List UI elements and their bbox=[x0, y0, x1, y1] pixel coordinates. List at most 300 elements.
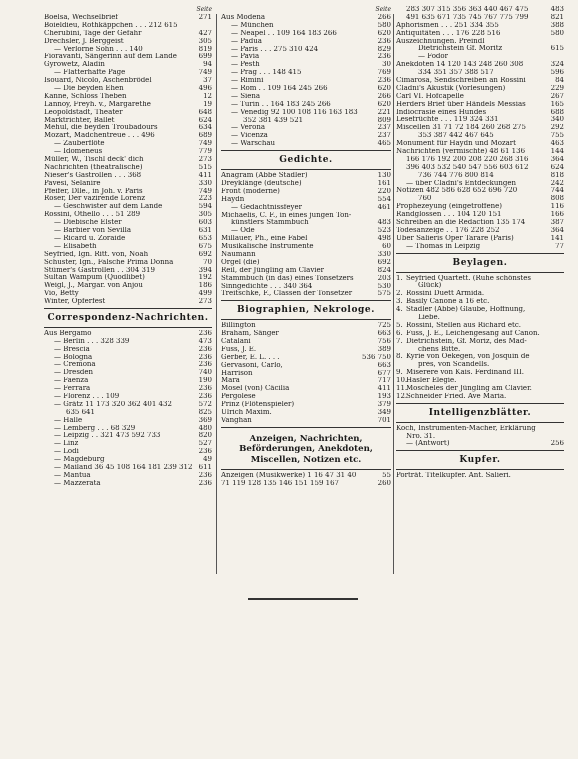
entry-page: 236 bbox=[198, 392, 212, 400]
entry-title: Vio, Betty bbox=[44, 290, 79, 298]
entry-title: Schuster, Ign., Falsche Prima Donna bbox=[44, 258, 174, 266]
entry-page: 236 bbox=[198, 471, 212, 479]
entry-page: 749 bbox=[198, 140, 212, 148]
entry-page: 755 bbox=[550, 132, 564, 140]
entry-title: — Prag . . . 148 415 bbox=[231, 69, 302, 77]
entry-page: 192 bbox=[198, 274, 212, 282]
entry-page: 575 bbox=[377, 290, 391, 298]
index-entry bbox=[221, 401, 391, 409]
entry-title: 71 119 128 135 146 151 159 167 bbox=[221, 480, 340, 488]
entry-title: Todesanzeige . . 176 228 252 bbox=[396, 226, 500, 234]
supplement-entry bbox=[396, 369, 564, 377]
entry-title: Herders Brief über Händels Messias bbox=[396, 100, 526, 108]
entry-page: 677 bbox=[377, 369, 391, 377]
entry-title: 736 744 776 800 814 bbox=[418, 171, 494, 179]
entry-page: 387 bbox=[550, 219, 564, 227]
entry-page: 266 bbox=[377, 92, 391, 100]
index-entry bbox=[44, 425, 212, 433]
index-entry bbox=[44, 211, 212, 219]
entry-page: 653 bbox=[198, 234, 212, 242]
section-heading: Intelligenzblätter. bbox=[428, 407, 532, 418]
entry-page: 220 bbox=[377, 187, 391, 195]
entry-page: 19 bbox=[203, 100, 212, 108]
entry-title: Pergolese bbox=[221, 393, 256, 401]
entry-page: 580 bbox=[550, 29, 564, 37]
entry-page: 829 bbox=[377, 45, 391, 53]
entry-title: Dreyklänge (deutsche) bbox=[221, 179, 302, 187]
entry-title: Gerber, E. L. . . . bbox=[221, 353, 280, 361]
section-divider bbox=[44, 308, 212, 309]
entry-title: Notizen 482 586 628 652 696 720 bbox=[396, 187, 518, 195]
index-entry bbox=[221, 393, 391, 401]
supplement-entry bbox=[396, 330, 564, 338]
entry-page: 266 bbox=[377, 14, 391, 21]
index-entry bbox=[396, 132, 564, 140]
entry-page: 725 bbox=[377, 322, 391, 330]
entry-title: Cherubini, Tage der Gefahr bbox=[44, 29, 142, 37]
index-entry bbox=[44, 440, 212, 448]
index-entry bbox=[221, 212, 391, 220]
index-entry bbox=[44, 251, 212, 259]
entry-page: 94 bbox=[203, 61, 212, 69]
index-entry bbox=[396, 187, 564, 195]
entry-page: 116 bbox=[550, 203, 564, 211]
entry-page: 330 bbox=[198, 179, 212, 187]
entry-title: Monument für Haydn und Mozart bbox=[396, 140, 516, 148]
entry-title: künstlers Stammbuch bbox=[231, 219, 309, 227]
entry-page: 379 bbox=[377, 401, 391, 409]
index-entry bbox=[44, 117, 212, 125]
entry-page: 611 bbox=[198, 464, 212, 471]
index-entry bbox=[44, 93, 212, 101]
index-entry bbox=[221, 377, 391, 385]
section-heading: Anzeigen, Nachrichten, Beförderungen, Anekdoten, Miscellen, Notizen etc. bbox=[239, 433, 373, 465]
entry-page: 701 bbox=[377, 416, 391, 424]
index-entry bbox=[221, 227, 391, 235]
entry-page: 273 bbox=[198, 156, 212, 164]
index-entry bbox=[44, 282, 212, 290]
supplement-number: 11. bbox=[396, 384, 408, 392]
supplement-title: Miserere von Kais. Ferdinand III. bbox=[406, 369, 525, 377]
supplement-number: 5. bbox=[396, 321, 403, 329]
entry-title: Randglossen . . . 104 120 151 bbox=[396, 211, 502, 219]
entry-title: — Brescia bbox=[54, 345, 90, 353]
index-entry bbox=[396, 61, 564, 69]
index-entry bbox=[44, 369, 212, 377]
index-entry bbox=[44, 203, 212, 211]
index-entry bbox=[396, 30, 564, 38]
index-entry bbox=[44, 77, 212, 85]
section-heading: Kupfer. bbox=[459, 455, 501, 466]
entry-title: Gyrowetz, Aladin bbox=[44, 61, 105, 69]
entry-title: — München bbox=[231, 21, 274, 29]
entry-page bbox=[561, 433, 564, 441]
index-entry bbox=[221, 417, 391, 425]
entry-title: Pfeifer, Dlle., in Joh. v. Paris bbox=[44, 187, 143, 195]
entry-title: Kanne, Schloss Theben bbox=[44, 92, 127, 100]
theatre-list bbox=[44, 14, 212, 306]
section-heading: Beylagen. bbox=[452, 257, 508, 268]
section-divider bbox=[221, 427, 391, 428]
entry-title: Stammbuch (in das) eines Tonsetzers bbox=[221, 274, 354, 282]
entry-title: Musikalische Instrumente bbox=[221, 243, 314, 251]
index-entry bbox=[44, 417, 212, 425]
index-entry bbox=[396, 69, 564, 77]
index-entry bbox=[396, 219, 564, 227]
entry-page: 523 bbox=[377, 227, 391, 235]
entry-page: 498 bbox=[377, 235, 391, 243]
index-entry bbox=[44, 148, 212, 156]
index-entry bbox=[221, 30, 391, 38]
entry-title: Seyfried, Ign. Ritt. von, Noah bbox=[44, 250, 149, 258]
index-entry bbox=[396, 45, 564, 53]
index-entry bbox=[44, 267, 212, 275]
entry-page: 144 bbox=[550, 148, 564, 156]
entry-page: 364 bbox=[550, 226, 564, 234]
entry-page: 340 bbox=[550, 116, 564, 124]
entry-title: — Diebische Elster bbox=[54, 219, 122, 227]
entry-title: Indiocrasie eines Hundes bbox=[396, 108, 487, 116]
index-entry bbox=[221, 38, 391, 46]
entry-title: Stümer's Gastrollen . . 304 319 bbox=[44, 266, 155, 274]
entry-page: 305 bbox=[198, 37, 212, 45]
index-entry bbox=[221, 93, 391, 101]
index-entry bbox=[396, 227, 564, 235]
entry-title: Cladni's Akustik (Vorlesungen) bbox=[396, 84, 506, 92]
page-header-label: Seite bbox=[196, 6, 212, 13]
index-entry bbox=[44, 480, 212, 488]
supplement-entry bbox=[396, 282, 564, 290]
entry-page: 388 bbox=[550, 21, 564, 29]
entry-title: Sultan Wampum (Quodlibet) bbox=[44, 274, 145, 282]
section-divider bbox=[396, 253, 564, 254]
biographies-list bbox=[221, 322, 391, 425]
entry-title: — Ricard u. Zoraide bbox=[54, 234, 126, 242]
entry-title: Weigl, J., Margar. von Anjou bbox=[44, 282, 143, 290]
index-entry bbox=[221, 322, 391, 330]
index-entry bbox=[396, 440, 564, 448]
column-divider bbox=[216, 14, 217, 574]
index-entry bbox=[221, 235, 391, 243]
entry-title: — Leipzig . . 321 473 592 733 bbox=[54, 432, 161, 440]
entry-title: 491 635 671 735 745 767 775 799 bbox=[406, 13, 529, 21]
entry-title: — Paris . . . 275 310 424 bbox=[231, 45, 319, 53]
entry-page: 427 bbox=[198, 29, 212, 37]
index-entry bbox=[396, 53, 564, 61]
index-entry bbox=[44, 472, 212, 480]
index-entry bbox=[396, 211, 564, 219]
entry-title: — Elisabeth bbox=[54, 242, 97, 250]
entry-title: Leopoldstadt, Theater bbox=[44, 108, 123, 116]
entry-page: 389 bbox=[377, 345, 391, 353]
entry-page: 165 bbox=[550, 100, 564, 108]
entry-title: Ulrich Maxim. bbox=[221, 409, 272, 416]
entry-title: 635 641 bbox=[66, 408, 95, 416]
index-entry bbox=[44, 38, 212, 46]
entry-page: 236 bbox=[198, 353, 212, 361]
entry-page: 223 bbox=[198, 195, 212, 203]
entry-page: 236 bbox=[198, 361, 212, 369]
supplement-title: Dietrichstein, Gf. Moriz, des Mad- bbox=[406, 337, 527, 345]
entry-title: 166 176 192 200 208 220 268 316 bbox=[406, 155, 529, 163]
index-entry bbox=[221, 330, 391, 338]
entry-title: Nachrichten (theatralische) bbox=[44, 163, 143, 171]
index-entry bbox=[396, 243, 564, 251]
entry-page: 394 bbox=[198, 266, 212, 274]
entry-title: Aus Modena bbox=[221, 14, 266, 21]
entry-page: 499 bbox=[198, 290, 212, 298]
entry-page: 624 bbox=[550, 163, 564, 171]
entry-title: Auszeichnungen. Preindl bbox=[396, 37, 485, 45]
entry-page: 527 bbox=[198, 440, 212, 448]
entry-title: — Faenza bbox=[54, 377, 89, 385]
entry-title: — Padua bbox=[231, 37, 262, 45]
entry-title: — Flatterhafte Page bbox=[54, 69, 126, 77]
index-column-2 bbox=[221, 6, 391, 488]
index-entry bbox=[396, 116, 564, 124]
entry-page: 620 bbox=[377, 85, 391, 93]
index-entry bbox=[396, 148, 564, 156]
index-entry bbox=[44, 195, 212, 203]
entry-title: — Geschwister auf dem Lande bbox=[54, 203, 163, 211]
index-entry bbox=[44, 109, 212, 117]
index-entry bbox=[44, 338, 212, 346]
supplement-entry bbox=[396, 314, 564, 322]
entry-title: — Lodi bbox=[54, 448, 79, 456]
index-entry bbox=[221, 101, 391, 109]
entry-page: 596 bbox=[550, 69, 564, 77]
index-entry bbox=[221, 243, 391, 251]
entry-page bbox=[561, 425, 564, 433]
supplement-number: 7. bbox=[396, 337, 403, 345]
index-entry bbox=[221, 219, 391, 227]
index-entry bbox=[396, 425, 564, 433]
entry-page: 821 bbox=[550, 13, 564, 21]
section-heading: Gedichte. bbox=[279, 155, 333, 166]
index-entry bbox=[221, 69, 391, 77]
entry-page: 648 bbox=[198, 108, 212, 116]
entry-page: 292 bbox=[550, 124, 564, 132]
entry-title: Lannoy, Freyh. v., Margarethe bbox=[44, 100, 151, 108]
entry-page: 236 bbox=[377, 53, 391, 61]
entry-page: 620 bbox=[377, 29, 391, 37]
entry-title: Millauer, Ph., eine Fabel bbox=[221, 235, 308, 243]
column-divider bbox=[393, 14, 394, 574]
entry-title: — Zauberflöte bbox=[54, 140, 105, 148]
index-entry bbox=[44, 188, 212, 196]
supplement-entry bbox=[396, 353, 564, 361]
entry-page: 166 bbox=[550, 211, 564, 219]
supplement-number: 8. bbox=[396, 353, 403, 361]
index-entry bbox=[44, 456, 212, 464]
entry-title: Anekdoten 14 120 143 248 260 308 bbox=[396, 61, 524, 69]
entry-title: — Lemberg . . . 68 329 bbox=[54, 424, 136, 432]
entry-page: 236 bbox=[377, 37, 391, 45]
entry-page: 193 bbox=[377, 393, 391, 401]
entry-title: Müller, W., Tischl deck' dich bbox=[44, 156, 144, 164]
index-entry bbox=[44, 354, 212, 362]
announcements-list bbox=[221, 472, 391, 488]
entry-page bbox=[209, 22, 212, 30]
index-entry bbox=[396, 203, 564, 211]
entry-page: 461 bbox=[377, 203, 391, 211]
entry-page: 242 bbox=[550, 179, 564, 187]
entry-title: Naumann bbox=[221, 250, 256, 258]
supplement-entry bbox=[396, 275, 564, 283]
index-entry bbox=[44, 172, 212, 180]
intelligence-list bbox=[396, 425, 564, 449]
entry-title: Vanghan bbox=[221, 416, 252, 424]
index-entry bbox=[221, 124, 391, 132]
supplement-title: Moscheles der Jüngling am Clavier. bbox=[406, 384, 532, 392]
supplement-title: Seyfried Quartett. (Ruhe schönstes bbox=[406, 274, 531, 282]
entry-page: 84 bbox=[555, 77, 564, 85]
index-entry bbox=[221, 354, 391, 362]
entry-title: — Florenz . . . 109 bbox=[54, 392, 120, 400]
index-entry bbox=[221, 409, 391, 417]
entry-page: 260 bbox=[377, 480, 391, 488]
entry-title: Michaelis, C. F., in eines jungen Ton- bbox=[221, 211, 352, 219]
entry-title: — Neapel . . 109 164 183 266 bbox=[231, 29, 337, 37]
index-entry bbox=[396, 85, 564, 93]
index-entry bbox=[44, 156, 212, 164]
entry-title: Cimarosa, Sendschreiben an Rossini bbox=[396, 77, 526, 85]
index-entry bbox=[396, 180, 564, 188]
entry-page: 580 bbox=[377, 21, 391, 29]
entry-page: 740 bbox=[198, 369, 212, 377]
entry-page: 483 bbox=[377, 219, 391, 227]
entry-title: Schreiben an die Redaction 135 174 bbox=[396, 219, 526, 227]
index-entry bbox=[396, 433, 564, 441]
index-entry bbox=[44, 464, 212, 472]
correspondence-list bbox=[44, 330, 212, 488]
entry-page: 620 bbox=[377, 100, 391, 108]
supplements-list bbox=[396, 275, 564, 401]
entry-page: 818 bbox=[550, 171, 564, 179]
entry-page: 130 bbox=[377, 172, 391, 180]
entry-page: 349 bbox=[377, 409, 391, 416]
supplement-number: 2. bbox=[396, 290, 403, 298]
index-entry bbox=[396, 6, 564, 14]
index-entry bbox=[221, 346, 391, 354]
supplement-title: Fuss, J. E., Leichengesang auf Canon. bbox=[406, 329, 540, 337]
entry-page: 237 bbox=[377, 132, 391, 140]
entry-title: Treitschke, F., Classen der Tonsetzer bbox=[221, 290, 353, 298]
footer-rule bbox=[248, 598, 358, 600]
entry-title: Lesefrüchte . . . 119 324 331 bbox=[396, 116, 499, 124]
section-divider bbox=[221, 169, 391, 170]
entry-page: 496 bbox=[198, 85, 212, 93]
entry-title: — Ode bbox=[231, 227, 255, 235]
index-entry bbox=[396, 22, 564, 30]
entry-page: 634 bbox=[198, 124, 212, 132]
entry-page: 692 bbox=[198, 250, 212, 258]
entry-page: 77 bbox=[555, 242, 564, 250]
supplement-entry bbox=[396, 338, 564, 346]
entry-page: 330 bbox=[377, 250, 391, 258]
entry-title: Méhul, die beyden Troubadours bbox=[44, 124, 158, 132]
entry-page: 554 bbox=[377, 195, 391, 203]
entry-title: Prinz (Flötenspieler) bbox=[221, 401, 295, 409]
entry-page: 717 bbox=[377, 377, 391, 385]
index-entry bbox=[221, 140, 391, 148]
index-entry bbox=[396, 38, 564, 46]
index-column-1 bbox=[44, 6, 212, 488]
entry-title: — Thomas in Leipzig bbox=[406, 242, 481, 250]
entry-page: 536 750 bbox=[362, 353, 391, 361]
supplement-entry bbox=[396, 346, 564, 354]
entry-title: Reil, der Jüngling am Clavier bbox=[221, 266, 325, 274]
entry-page: 70 bbox=[203, 258, 212, 266]
entry-page: 221 bbox=[377, 108, 391, 116]
entry-title: — über Cladni's Entdeckungen bbox=[406, 179, 517, 187]
index-entry bbox=[221, 251, 391, 259]
index-entry bbox=[396, 472, 564, 480]
supplement-title: Basily Canone a 16 etc. bbox=[406, 298, 490, 306]
index-entry bbox=[44, 432, 212, 440]
section-divider bbox=[44, 327, 212, 328]
index-entry bbox=[44, 361, 212, 369]
entry-title: Aphorismen . . . 251 334 355 bbox=[396, 21, 499, 29]
index-entry bbox=[221, 61, 391, 69]
entry-title: — (Antwort) bbox=[406, 440, 450, 448]
index-entry bbox=[44, 53, 212, 61]
entry-page: 688 bbox=[550, 108, 564, 116]
entry-title: — Vicenza bbox=[231, 132, 268, 140]
entry-page: 744 bbox=[550, 187, 564, 195]
index-entry bbox=[44, 274, 212, 282]
index-entry bbox=[396, 109, 564, 117]
entry-title: Marktrichter, Ballet bbox=[44, 116, 115, 124]
entry-page: 631 bbox=[198, 227, 212, 235]
entry-title: Catalani bbox=[221, 337, 251, 345]
index-entry bbox=[396, 77, 564, 85]
index-entry bbox=[44, 409, 212, 417]
entry-page: 480 bbox=[198, 424, 212, 432]
supplement-number: 9. bbox=[396, 369, 403, 377]
section-divider bbox=[221, 300, 391, 301]
entry-title: Orgel (die) bbox=[221, 258, 260, 266]
entry-page: 364 bbox=[550, 155, 564, 163]
entry-title: Rossini, Othello . . . 51 289 bbox=[44, 211, 141, 219]
supplement-entry bbox=[396, 361, 564, 369]
entry-page: 779 bbox=[198, 148, 212, 156]
section-divider bbox=[396, 272, 564, 273]
section-divider bbox=[221, 319, 391, 320]
index-entry bbox=[221, 275, 391, 283]
supplement-entry bbox=[396, 393, 564, 401]
entry-title: Fuss, J. E. bbox=[221, 345, 257, 353]
supplement-entry bbox=[396, 290, 564, 298]
index-entry bbox=[221, 188, 391, 196]
entry-title: Isouard, Nicolo, Aschenbrödel bbox=[44, 77, 152, 85]
index-entry bbox=[221, 77, 391, 85]
supplement-entry bbox=[396, 377, 564, 385]
entry-title: Braham, Sänger bbox=[221, 330, 279, 338]
entry-page: 824 bbox=[377, 266, 391, 274]
index-entry bbox=[44, 235, 212, 243]
entry-title: — Pavia bbox=[231, 53, 260, 61]
entry-page: 820 bbox=[198, 432, 212, 440]
entry-title: — Ferrara bbox=[54, 385, 91, 393]
entry-page: 256 bbox=[550, 440, 564, 448]
index-entry bbox=[396, 195, 564, 203]
index-entry bbox=[221, 259, 391, 267]
index-entry bbox=[396, 235, 564, 243]
index-entry bbox=[396, 164, 564, 172]
index-entry bbox=[221, 267, 391, 275]
entry-title: — Mantua bbox=[54, 471, 91, 479]
